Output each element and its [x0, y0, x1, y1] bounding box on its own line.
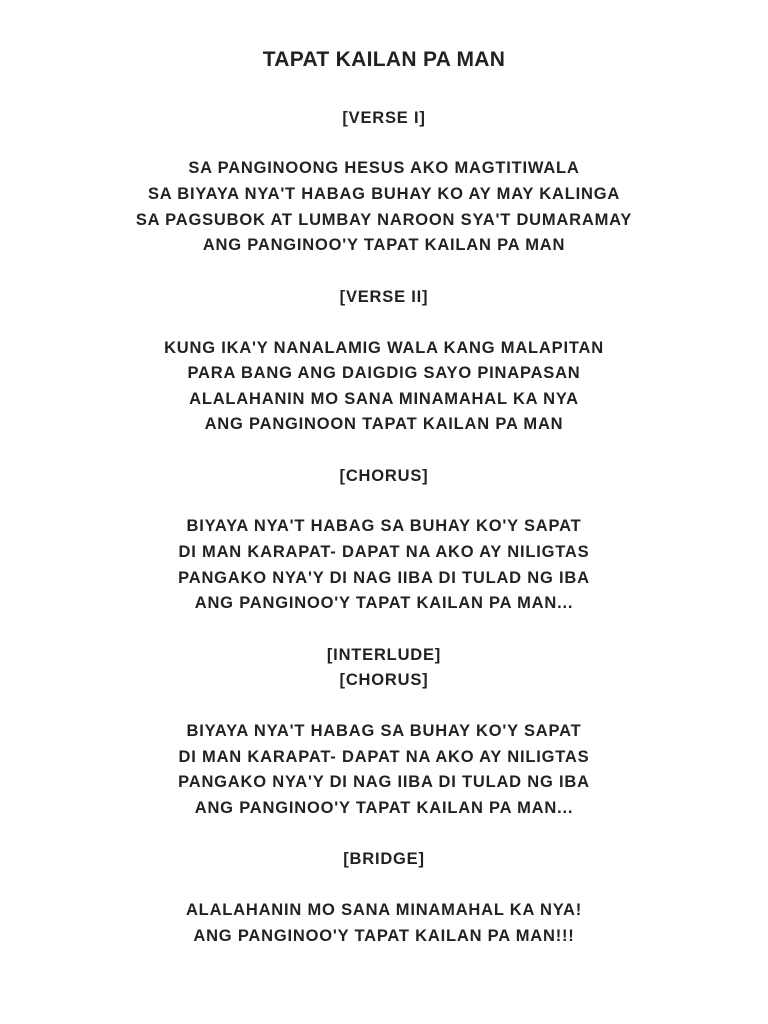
- bridge-line-1: ALALAHANIN MO SANA MINAMAHAL KA NYA!: [185, 901, 583, 919]
- verse-1-line-4: ANG PANGINOO'Y TAPAT KAILAN PA MAN: [202, 236, 566, 254]
- verse-1-line-1: SA PANGINOONG HESUS AKO MAGTITIWALA: [188, 159, 580, 177]
- section-label-chorus-1: [CHORUS]: [339, 467, 429, 485]
- chorus-1-line-2: DI MAN KARAPAT- DAPAT NA AKO AY NILIGTAS: [178, 543, 590, 561]
- verse-2-line-2: PARA BANG ANG DAIGDIG SAYO PINAPASAN: [187, 364, 581, 382]
- chorus-1-line-1: BIYAYA NYA'T HABAG SA BUHAY KO'Y SAPAT: [186, 517, 582, 535]
- bridge-line-2: ANG PANGINOO'Y TAPAT KAILAN PA MAN!!!: [193, 927, 575, 945]
- verse-1-line-2: SA BIYAYA NYA'T HABAG BUHAY KO AY MAY KALINGA: [147, 185, 621, 203]
- section-label-chorus-2: [CHORUS]: [339, 671, 429, 689]
- section-label-bridge: [BRIDGE]: [343, 850, 425, 868]
- chorus-2-line-4: ANG PANGINOO'Y TAPAT KAILAN PA MAN...: [194, 799, 574, 817]
- verse-2-line-1: KUNG IKA'Y NANALAMIG WALA KANG MALAPITAN: [164, 339, 604, 357]
- chorus-2-line-1: BIYAYA NYA'T HABAG SA BUHAY KO'Y SAPAT: [186, 722, 582, 740]
- verse-2-line-3: ALALAHANIN MO SANA MINAMAHAL KA NYA: [189, 390, 579, 408]
- section-label-interlude: [INTERLUDE]: [326, 646, 442, 664]
- chorus-2-line-2: DI MAN KARAPAT- DAPAT NA AKO AY NILIGTAS: [178, 748, 590, 766]
- chorus-1-line-3: PANGAKO NYA'Y DI NAG IIBA DI TULAD NG IBA: [178, 569, 590, 587]
- verse-2-line-4: ANG PANGINOON TAPAT KAILAN PA MAN: [204, 415, 564, 433]
- chorus-2-line-3: PANGAKO NYA'Y DI NAG IIBA DI TULAD NG IBA: [178, 773, 590, 791]
- section-label-verse-2: [VERSE II]: [339, 288, 429, 306]
- verse-1-line-3: SA PAGSUBOK AT LUMBAY NAROON SYA'T DUMARAMAY: [135, 211, 633, 229]
- song-title: TAPAT KAILAN PA MAN: [262, 48, 506, 71]
- section-label-verse-1: [VERSE I]: [342, 109, 426, 127]
- chorus-1-line-4: ANG PANGINOO'Y TAPAT KAILAN PA MAN...: [194, 594, 574, 612]
